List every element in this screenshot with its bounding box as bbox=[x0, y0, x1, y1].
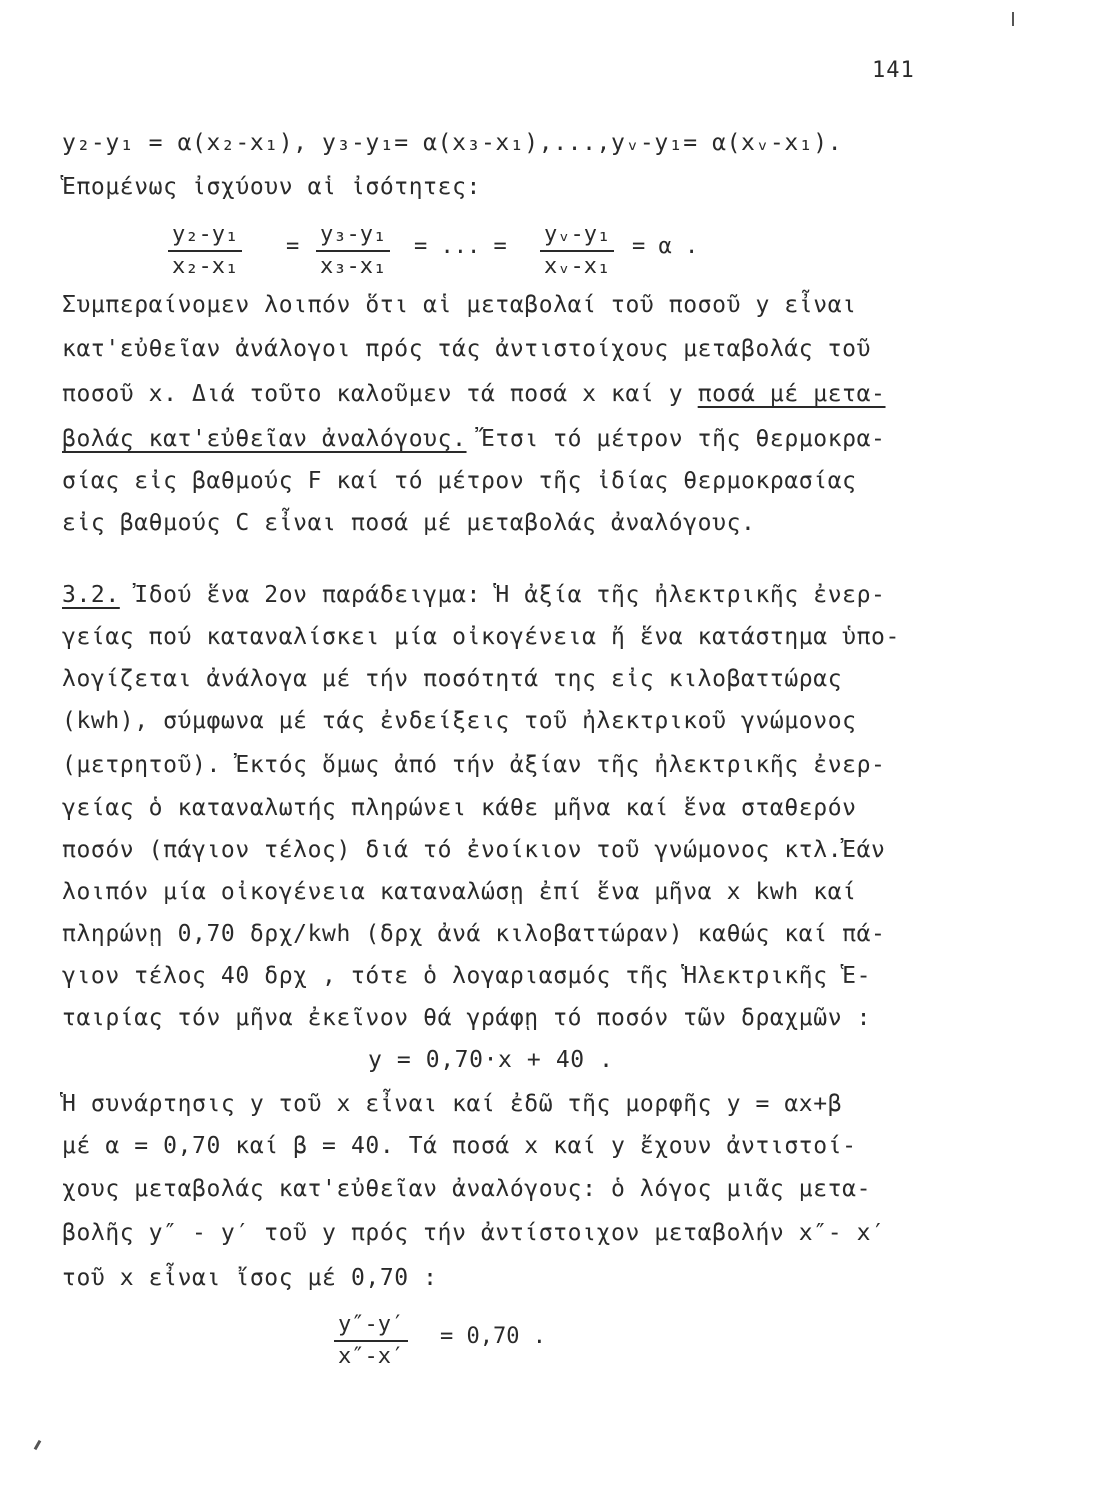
equation-rhs: = 0,70 . bbox=[440, 1324, 546, 1349]
text-line: γείας πού καταναλίσκει μία οἰκογένεια ἤ ἕνα κατάστημα ὑπο- bbox=[62, 624, 900, 650]
text-line: Ἑπομένως ἰσχύουν αἱ ἰσότητες: bbox=[62, 174, 481, 200]
equation-rhs: = α . bbox=[632, 234, 699, 259]
text-line bbox=[62, 424, 886, 454]
text-line: ποσόν (πάγιον τέλος) διά τό ἐνοίκιον τοῦ γνώμονος κτλ.Ἐάν bbox=[62, 837, 886, 863]
underlined-term: βολάς κατ'εὐθεῖαν ἀναλόγους. bbox=[62, 426, 467, 452]
text-line: y₂-y₁ = α(x₂-x₁), y₃-y₁= α(x₃-x₁),...,yᵥ-y₁= α(xᵥ-x₁). bbox=[62, 130, 843, 156]
section-number: 3.2. bbox=[62, 582, 120, 608]
text-span: Ἔτσι τό μέτρον τῆς θερμοκρα- bbox=[466, 426, 886, 452]
scan-mark bbox=[1012, 12, 1014, 26]
fraction bbox=[316, 222, 390, 280]
underlined-term: ποσά μέ μετα- bbox=[697, 381, 886, 407]
text-line: ταιρίας τόν μῆνα ἐκεῖνον θά γράφῃ τό ποσόν τῶν δραχμῶν : bbox=[62, 1005, 872, 1031]
text-span: Ἰδού ἕνα 2ον παράδειγμα: Ἡ ἀξία τῆς ἠλεκτρικῆς ἐνερ- bbox=[119, 582, 886, 608]
text-line: μέ α = 0,70 καί β = 40. Τά ποσά x καί y ἔχουν ἀντιστοί- bbox=[62, 1133, 857, 1159]
text-line: σίας εἰς βαθμούς F καί τό μέτρον τῆς ἰδίας θερμοκρασίας bbox=[62, 468, 857, 494]
text-line: Ἡ συνάρτησις y τοῦ x εἶναι καί ἐδῶ τῆς μορφῆς y = αx+β bbox=[62, 1091, 843, 1117]
fraction bbox=[168, 222, 242, 280]
text-span: ποσοῦ x. Διά τοῦτο καλοῦμεν τά ποσά x καί y bbox=[62, 381, 698, 407]
text-line: εἰς βαθμούς C εἶναι ποσά μέ μεταβολάς ἀναλόγους. bbox=[62, 510, 756, 536]
text-line: πληρώνῃ 0,70 δρχ/kwh (δρχ ἀνά κιλοβαττώραν) καθώς καί πά- bbox=[62, 921, 886, 947]
fraction-numerator: y″-y′ bbox=[334, 1312, 408, 1342]
text-line: γιον τέλος 40 δρχ , τότε ὁ λογαριασμός τῆς Ἡλεκτρικῆς Ἑ- bbox=[62, 963, 872, 989]
text-line: λογίζεται ἀνάλογα μέ τήν ποσότητά της εἰς κιλοβαττώρας bbox=[62, 666, 843, 692]
text-line: χους μεταβολάς κατ'εὐθεῖαν ἀναλόγους: ὁ λόγος μιᾶς μετα- bbox=[62, 1176, 872, 1202]
text-line: κατ'εὐθεῖαν ἀνάλογοι πρός τάς ἀντιστοίχους μεταβολάς τοῦ bbox=[62, 336, 872, 362]
scan-mark bbox=[34, 1440, 42, 1450]
text-line: τοῦ x εἶναι ἴσος μέ 0,70 : bbox=[62, 1265, 438, 1291]
section-heading-line bbox=[62, 580, 886, 610]
equals-sign: = bbox=[286, 234, 300, 259]
fraction-denominator: x″-x′ bbox=[338, 1344, 405, 1369]
text-line: (kwh), σύμφωνα μέ τάς ἐνδείξεις τοῦ ἠλεκτρικοῦ γνώμονος bbox=[62, 708, 857, 734]
text-line: λοιπόν μία οἰκογένεια καταναλώσῃ ἐπί ἕνα μῆνα x kwh καί bbox=[62, 879, 857, 905]
text-line bbox=[62, 379, 886, 409]
fraction-numerator: y₃-y₁ bbox=[316, 222, 390, 252]
fraction bbox=[334, 1312, 408, 1370]
text-line: Συμπεραίνομεν λοιπόν ὅτι αἱ μεταβολαί τοῦ ποσοῦ y εἶναι bbox=[62, 292, 857, 318]
text-line: γείας ὁ καταναλωτής πληρώνει κάθε μῆνα καί ἕνα σταθερόν bbox=[62, 795, 857, 821]
fraction-denominator: x₂-x₁ bbox=[172, 254, 239, 279]
fraction-numerator: yᵥ-y₁ bbox=[540, 222, 614, 252]
equation-line: y = 0,70·x + 40 . bbox=[368, 1047, 614, 1073]
fraction-denominator: xᵥ-x₁ bbox=[544, 254, 611, 279]
ellipsis-equals: = ... = bbox=[414, 234, 507, 259]
text-line: (μετρητοῦ). Ἐκτός ὅμως ἀπό τήν ἀξίαν τῆς ἠλεκτρικῆς ἐνερ- bbox=[62, 752, 886, 778]
text-line: βολῆς y″ - y′ τοῦ y πρός τήν ἀντίστοιχον μεταβολήν x″- x′ bbox=[62, 1220, 886, 1246]
fraction bbox=[540, 222, 614, 280]
fraction-numerator: y₂-y₁ bbox=[168, 222, 242, 252]
page-number: 141 bbox=[872, 58, 915, 83]
fraction-denominator: x₃-x₁ bbox=[320, 254, 387, 279]
